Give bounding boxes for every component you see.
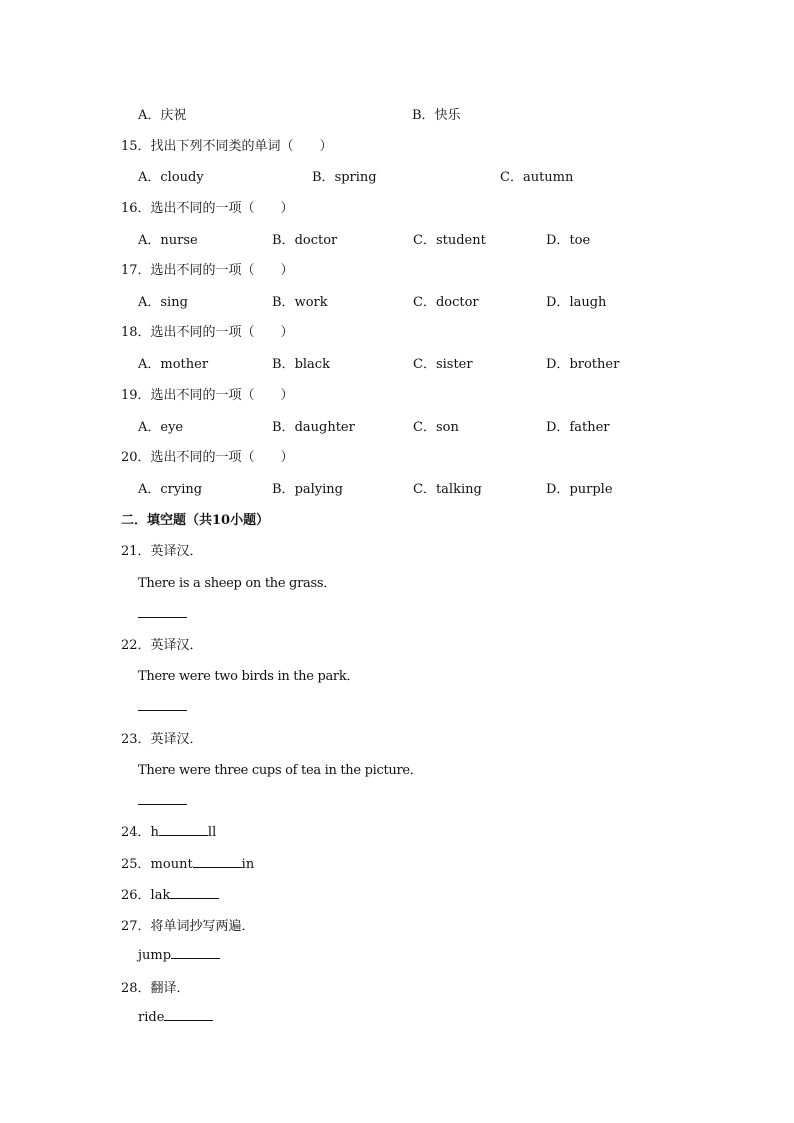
q18-option-d[interactable]: D．brother: [546, 357, 620, 372]
q20-option-c[interactable]: C．talking: [413, 482, 482, 497]
q18-option-b[interactable]: B．black: [272, 357, 330, 372]
q25-prefix: mount: [150, 857, 193, 872]
q23-stem: 23．英译汉．: [121, 732, 203, 747]
section-heading: 二．填空题（共10小题）: [121, 513, 270, 528]
q14-option-a[interactable]: A．庆祝: [138, 108, 187, 123]
q17-option-b[interactable]: B．work: [272, 295, 328, 310]
q27-item: [138, 946, 220, 963]
q25-answer-blank[interactable]: [193, 855, 242, 868]
q27-stem: 27．将单词抄写两遍．: [121, 919, 255, 934]
q16-option-b[interactable]: B．doctor: [272, 233, 338, 248]
q26-answer-blank[interactable]: [170, 886, 219, 899]
q22-stem: 22．英译汉．: [121, 638, 203, 653]
q17-options: [0, 291, 794, 311]
q20-option-b[interactable]: B．palying: [272, 482, 343, 497]
q25-item: [121, 853, 254, 872]
q17-option-a[interactable]: A．sing: [138, 295, 188, 310]
q19-option-b[interactable]: B．daughter: [272, 420, 355, 435]
q20-option-a[interactable]: A．crying: [138, 482, 203, 497]
q25-suffix: in: [241, 857, 255, 872]
q15-options: [0, 166, 794, 186]
q16-option-d[interactable]: D．toe: [546, 233, 591, 248]
q18-option-c[interactable]: C．sister: [413, 357, 473, 372]
q26-prefix: lak: [150, 888, 171, 903]
q17-option-c[interactable]: C．doctor: [413, 295, 479, 310]
q17-stem: 17．选出不同的一项（ ）: [121, 263, 294, 278]
q24-number: 24．: [121, 825, 151, 840]
q16-options: [0, 229, 794, 249]
q28-word: ride: [138, 1010, 165, 1025]
q26-number: 26．: [121, 888, 151, 903]
q16-option-c[interactable]: C．student: [413, 233, 486, 248]
q15-option-c[interactable]: C．autumn: [500, 170, 574, 185]
q18-option-a[interactable]: A．mother: [138, 357, 209, 372]
q16-option-a[interactable]: A．nurse: [138, 233, 198, 248]
q15-option-a[interactable]: A．cloudy: [138, 170, 204, 185]
q21-sentence: There is a sheep on the grass．: [138, 576, 336, 591]
q15-stem: 15．找出下列不同类的单词（ ）: [121, 139, 333, 154]
q20-option-d[interactable]: D．purple: [546, 482, 613, 497]
q21-stem: 21．英译汉．: [121, 544, 203, 559]
q19-options: [0, 416, 794, 436]
q24-suffix: ll: [207, 825, 217, 840]
q26-item: [121, 884, 219, 903]
q18-options: [0, 353, 794, 373]
q19-stem: 19．选出不同的一项（ ）: [121, 388, 294, 403]
q20-stem: 20．选出不同的一项（ ）: [121, 450, 294, 465]
q14-option-b[interactable]: B．快乐: [412, 108, 461, 123]
q25-number: 25．: [121, 857, 151, 872]
q22-sentence: There were two birds in the park．: [138, 669, 360, 684]
q15-option-b[interactable]: B．spring: [312, 170, 377, 185]
q14-options: [0, 104, 794, 124]
q19-option-d[interactable]: D．father: [546, 420, 610, 435]
q18-stem: 18．选出不同的一项（ ）: [121, 325, 294, 340]
q16-stem: 16．选出不同的一项（ ）: [121, 201, 294, 216]
q21-answer-blank[interactable]: [138, 617, 187, 618]
q23-sentence: There were three cups of tea in the picture．: [138, 763, 423, 778]
q27-answer-blank[interactable]: [171, 946, 220, 959]
q24-answer-blank[interactable]: [159, 823, 208, 836]
q19-option-c[interactable]: C．son: [413, 420, 459, 435]
q24-prefix: h: [150, 825, 159, 840]
q28-answer-blank[interactable]: [164, 1008, 213, 1021]
q20-options: [0, 478, 794, 498]
q22-answer-blank[interactable]: [138, 710, 187, 711]
q24-item: [121, 821, 216, 840]
q28-stem: 28．翻译．: [121, 981, 190, 996]
q23-answer-blank[interactable]: [138, 804, 187, 805]
q19-option-a[interactable]: A．eye: [138, 420, 184, 435]
q28-item: [138, 1008, 213, 1025]
q17-option-d[interactable]: D．laugh: [546, 295, 607, 310]
q27-word: jump: [138, 948, 172, 963]
